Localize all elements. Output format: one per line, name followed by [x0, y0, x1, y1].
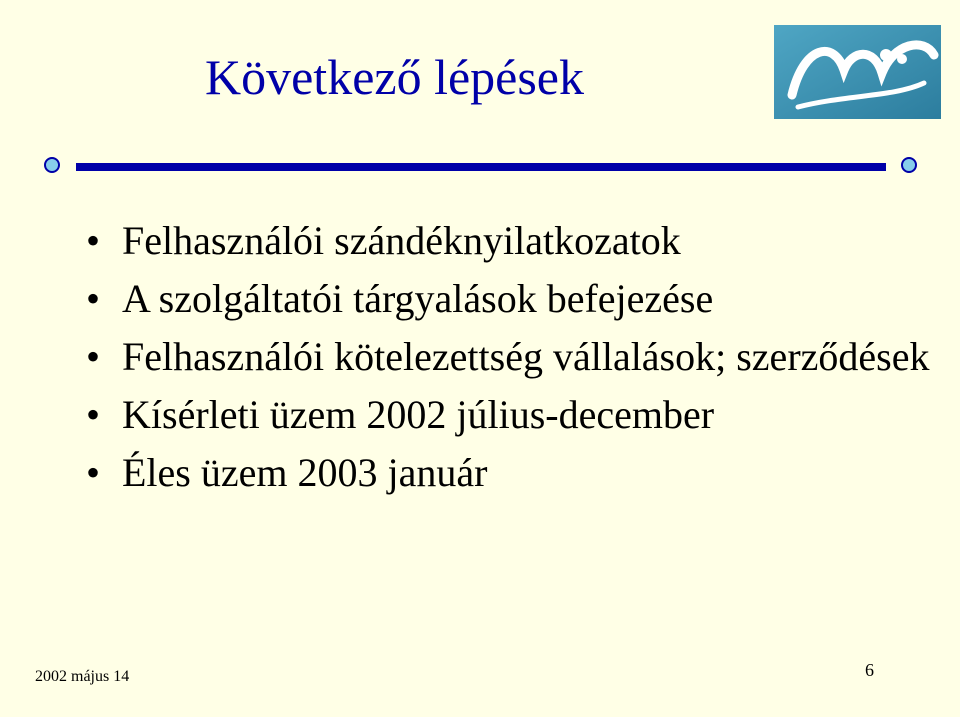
logo-dot	[880, 49, 892, 61]
bullet-dot-icon: •	[86, 276, 101, 321]
logo-dot-2	[897, 54, 907, 64]
title-divider-rule	[76, 163, 886, 171]
slide-title: Következő lépések	[205, 49, 585, 105]
bullet-item	[86, 444, 936, 502]
bullet-text: Kísérleti üzem 2002 július-december	[122, 392, 715, 437]
bullet-dot-icon: •	[86, 218, 101, 263]
footer-date: 2002 május 14	[35, 668, 130, 685]
bullet-text: Felhasználói szándéknyilatkozatok	[122, 218, 681, 263]
rule-left-endcap	[44, 157, 60, 173]
bullet-item	[86, 328, 936, 386]
niif-logo	[774, 25, 941, 119]
bullet-item	[86, 270, 936, 328]
bullet-item	[86, 386, 936, 444]
bullet-dot-icon: •	[86, 392, 101, 437]
bullet-text: Felhasználói kötelezettség vállalások; szerződések	[122, 334, 930, 379]
bullet-text: Éles üzem 2003 január	[122, 450, 488, 495]
page-number: 6	[865, 660, 874, 680]
rule-right-endcap	[901, 157, 917, 173]
bullet-dot-icon: •	[86, 334, 101, 379]
bullet-item	[86, 212, 936, 270]
bullet-dot-icon: •	[86, 450, 101, 495]
bullet-text: A szolgáltatói tárgyalások befejezése	[122, 276, 714, 321]
bullet-list	[86, 212, 936, 502]
